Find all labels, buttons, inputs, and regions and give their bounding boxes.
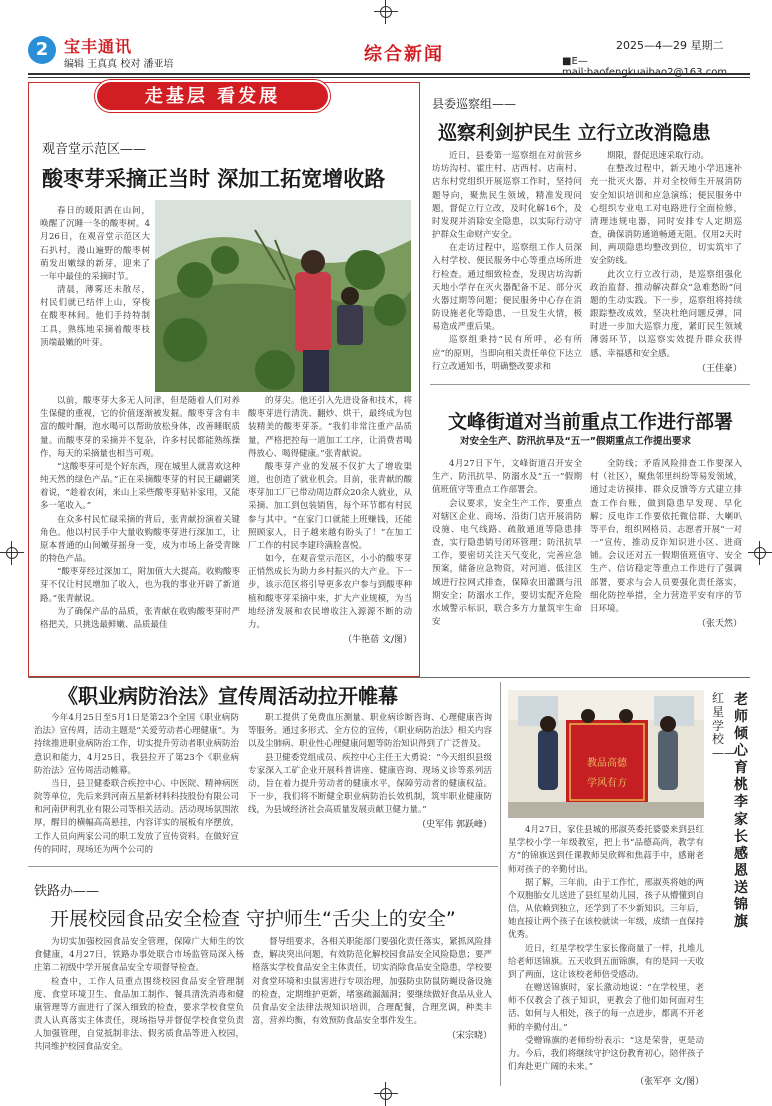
registration-mark-right bbox=[752, 545, 768, 561]
banner-presentation-illustration bbox=[508, 690, 704, 818]
article3-para: 4月27日下午，文峰街道召开安全生产、防汛抗旱、防溺水及“五一”假期值班值守等重点工作部署会。 bbox=[432, 459, 582, 496]
article2-para: 在整改过程中，新天地小学迅速补充一批灭火器，并对全校师生开展消防安全知识培训和应急演练；便民服务中心组织专业电工对电路进行全面检修，清理违规电器，同时安排专人定期巡查，确保消防通道畅通无阻。仅用2天时间，两项隐患均整改到位，切实筑牢了安全防线。 bbox=[590, 164, 742, 267]
article3-para: 会议要求，安全生产工作，要重点对辖区企业、商场、沿街门店开展消防设施、电气线路、疏散通道等隐患排查，实行隐患销号闭环管理；防汛抗旱工作，要密切关注天气变化，完善应急预案，储备应急物资，对河道、低洼区域进行拉网式排查，保障农田灌溉与汛期安全；防溺水工作，要切实配齐危险水域警示标识，联合多方力量筑牢生命安 bbox=[432, 498, 582, 628]
article6-headline: 老师倾心育桃李 家长感恩送锦旗 bbox=[734, 692, 748, 931]
article6-para: 受赠锦旗的老师纷纷表示：“这是荣誉，更是动力。今后，我们将继续守护这份教育初心，陪伴孩子们奔赴更广阔的未来。” bbox=[508, 1035, 704, 1073]
article1-para: 在众多村民忙碌采摘的背后，张青献扮演着关键角色。他以村民手中大量收购酸枣芽进行深加工，让原本普通的山间嫩芽摇身一变，成为市场上备受青睐的特色产品。 bbox=[40, 514, 240, 565]
article2-col1 bbox=[432, 150, 582, 372]
article6-para: 近日，红星学校学生家长像商量了一样，扎堆儿给老师送锦旗。五天收到五面锦旗，有的是同一天收到了两面，这让该校老师倍受感动。 bbox=[508, 943, 704, 980]
article1-para: 如今，在观音堂示范区，小小的酸枣芽正悄然成长为助力乡村振兴的大产业。下一步，该示范区将引导更多农户参与到酸枣种植和酸枣芽采摘中来，扩大产业规模，为当地经济发展和农民增收注入源源不断的动力。 bbox=[248, 554, 412, 630]
article6-kicker: 红星学校—— bbox=[712, 691, 736, 761]
article1-headline: 酸枣芽采摘正当时 深加工拓宽增收路 bbox=[42, 167, 386, 191]
contact-email: ■E— bbox=[562, 56, 588, 67]
article1-kicker: 观音堂示范区—— bbox=[42, 142, 147, 157]
section-name: 综合新闻 bbox=[364, 44, 444, 65]
article6-byline: （张军亭 文/图） bbox=[635, 1077, 704, 1088]
header-rule-thin bbox=[28, 77, 750, 78]
article3-para: 全防线；矛盾风险排查工作要深入村（社区），聚焦邻里纠纷等易发领域，通过走访摸排、群众反馈等方式建立排查工作台账，做到隐患早发现、早化解；反电诈工作要依托微信群、大喇叭等平台，组织网格员、志愿者开展“一对一”宣传，推动反诈知识进小区、进商铺。会议还对五一假期值班值守、安全生产、信访稳定等重点工作进行了强调部署，要求与会人员要强化责任落实，细化防控举措，全力营造平安有序的节日环境。 bbox=[590, 459, 742, 614]
article4-col2 bbox=[248, 712, 492, 862]
article5-kicker: 铁路办—— bbox=[34, 884, 100, 899]
page-header bbox=[28, 34, 750, 74]
article2-para: 此次立行立改行动，是巡察组强化政治监督、推动解决群众“急难愁盼”问题的生动实践。下一步，巡察组将持续跟踪整改成效，坚决杜绝问题反弹，同时进一步加大巡察力度，紧盯民生领域薄弱环节，以巡察实效提升群众获得感、幸福感和安全感。 bbox=[590, 269, 742, 359]
page-number: 2 bbox=[28, 36, 56, 64]
article1-para: 清晨，薄雾还未散尽，村民们就已结伴上山，穿梭在酸枣林间。他们手持特制工具，熟练地采摘着酸枣枝顶端最嫩的叶芽。 bbox=[40, 285, 150, 348]
article6-para: 据了解，三年前，由于工作忙，邢淑英将她的两个双胞胎女儿送进了县红星幼儿园，孩子从懵懂到自信，从依赖到独立，还学到了不少新知识。三年后，她直接让两个孩子在该校就读一年级，成绩一直保持优秀。 bbox=[508, 877, 704, 941]
article3-col1 bbox=[432, 458, 582, 658]
issue-date: 2025—4—29 星期二 bbox=[616, 39, 724, 52]
article2-byline: （王佳豪） bbox=[696, 363, 742, 374]
registration-mark-top bbox=[378, 4, 394, 20]
article1-para: 为了确保产品的品质，张青献在收购酸枣芽时严格把关，只挑选最鲜嫩、品质最佳 bbox=[40, 606, 240, 630]
article3-byline: （张天然） bbox=[696, 619, 742, 630]
article2-kicker: 县委巡察组—— bbox=[432, 97, 517, 111]
article2-para: 近日，县委第一巡察组在对前营乡坊坊沟村、霍庄村、店西村、店南村、店东村党组织开展巡察工作时，坚持问题导向，聚焦民生领域，精准发现问题，督促立行立改，及时化解16个，及时发现并消除安全隐患，以实际行动守护群众生命财产安全。 bbox=[432, 151, 582, 241]
article6-para: 4月27日，家住县城的邢淑英委托婆婆来到县红星学校小学一年级教室，把上书“品德高尚，教学有方”的锦旗送到任课教师吴欣辉和焦蒜手中，感谢老师对孩子的辛勤付出。 bbox=[508, 825, 704, 875]
article1-col2 bbox=[248, 395, 412, 673]
article1-para: 以前，酸枣芽大多无人问津，但是随着人们对养生保健的重视，它的价值逐渐被发掘。酸枣芽含有丰富的酸叶酮，泡水喝可以帮助放松身体，改善睡眠质量。而酸枣芽的采摘并不复杂，许多村民都能熟练操作，每天的采摘量也相当可观。 bbox=[40, 396, 240, 459]
article2-para: 期限，督促迅速采取行动。 bbox=[607, 151, 710, 161]
divider bbox=[500, 682, 501, 1086]
article4-col1 bbox=[34, 712, 239, 862]
article3-subhead: 对安全生产、防汛抗旱及“五一”假期重点工作提出要求 bbox=[460, 436, 691, 447]
article1-col1-top bbox=[40, 205, 150, 395]
banner-flag-text-right: 教品高德 bbox=[587, 758, 627, 769]
registration-mark-bottom bbox=[378, 1086, 394, 1102]
banner-flag-text-left: 学风有方 bbox=[587, 778, 627, 789]
article4-para: 当日，县卫健委联合疾控中心、中医院、精神病医院等单位，先后来到河南五星新材料科技股份有限公司和河南伊利乳业有限公司等相关活动。活动现场氛围浓厚，醒目的横幅高高悬挂，内容详实的展板有序摆放，工作人员向两家公司的职工发放了宣传资料。在做好宣传的同时，现场还为两个公司的 bbox=[34, 778, 239, 855]
article2-para: 巡察组秉持“民有所呼，必有所应”的原则，当即向相关责任单位下达立行立改通知书，明确整改要求和 bbox=[432, 335, 582, 372]
article5-para: 为切实加强校园食品安全管理，保障广大师生的饮食健康，4月27日，铁路办事处联合市场监管局深入杨庄第二初级中学开展食品安全专项督导检查。 bbox=[34, 937, 244, 974]
article1-photo bbox=[155, 200, 411, 392]
article1-byline: （牛艳蓓 文/图） bbox=[343, 635, 412, 646]
article2-para: 在走访过程中，巡察组工作人员深入村学校、便民服务中心等重点场所进行检查。通过细致检查，发现店坊沟新天地小学存在灭火器配备不足、部分灭火器过期等问题；便民服务中心存在消防设施老化等隐患，一旦发生火情，极易造成严重后果。 bbox=[432, 243, 582, 333]
article4-para: 职工提供了免费血压测量、职业病诊断咨询、心理健康咨询等服务。通过多形式、全方位的宣传，《职业病防治法》相关内容以及尘肺病、职业性心理健康问题等防治知识得到了广泛普及。 bbox=[248, 713, 492, 750]
article5-headline: 开展校园食品安全检查 守护师生“舌尖上的安全” bbox=[50, 908, 456, 930]
divider bbox=[430, 384, 750, 385]
article3-col2 bbox=[590, 458, 742, 673]
paper-name: 宝丰通讯 bbox=[64, 37, 133, 56]
article1-para: “这酸枣芽可是个好东西，现在城里人就喜欢这种纯天然的绿色产品。”正在采摘酸枣芽的村民王翩翩笑着说，“趁着农闲，来山上采些酸枣芽贴补家用，又能多一笔收入。” bbox=[40, 461, 240, 512]
registration-mark-left bbox=[4, 545, 20, 561]
article6-para: 在赠送锦旗时，家长激动地说：“在学校里，老师不仅教会了孩子知识，更教会了他们如何面对生活、如何与人相处，孩子的每一点进步，都离不开老师的辛勤付出。” bbox=[508, 983, 704, 1033]
article6-col1 bbox=[508, 824, 704, 1086]
article4-byline: （史军伟 郭跃峰） bbox=[417, 820, 492, 831]
divider bbox=[28, 866, 498, 867]
article5-col2 bbox=[252, 936, 492, 1086]
article1-col1 bbox=[40, 395, 240, 673]
article2-col2 bbox=[590, 150, 742, 382]
banner-ribbon bbox=[95, 80, 330, 112]
article2-headline: 巡察利剑护民生 立行立改消隐患 bbox=[438, 122, 711, 144]
article4-headline: 《职业病防治法》宣传周活动拉开帷幕 bbox=[58, 684, 398, 708]
header-rule bbox=[28, 73, 750, 75]
divider bbox=[28, 677, 750, 678]
banner-title: 走基层 看发展 bbox=[144, 86, 281, 107]
article5-para: 检查中，工作人员重点围绕校园食品安全管理制度、食堂环境卫生、食品加工制作、餐具清洗消毒和健康管理等方面进行了深入细致的检查，要求学校食堂负责人认真落实主体责任，现场指导并督促学校食堂负责人加强管理，自觉抵制非法、假劣质食品等进入校园，共同维护校园食品安全。 bbox=[34, 976, 244, 1053]
article5-para: 督导组要求，各相关职能部门要强化责任落实，紧抓风险排查，解决突出问题，有效防范化解校园食品安全风险隐患；要严格落实学校食品安全主体责任，切实消除食品安全隐患，学校要对食堂环境和虫鼠害进行专项治理，加强防虫防鼠防蝇设备设施的检查，定期维护更新，堵塞疏漏漏洞；要继续做好食品从业人员食品安全法律法规知识培训，合理配餐，合理烹调，种类丰富，营养均衡，有效预防食品安全事件发生。 bbox=[252, 937, 492, 1027]
article4-para: 今年4月25日至5月1日是第23个全国《职业病防治法》宣传周，活动主题是“关爱劳动者心理健康”。为持续推进职业病防治工作，切实提升劳动者职业病防治意识和能力，4月25日，我县拉开了第23个《职业病防治法》宣传周活动帷幕。 bbox=[34, 713, 239, 776]
article1-para: 酸枣芽产业的发展不仅扩大了增收渠道，也创造了就业机会。目前，张青献的酸枣芽加工厂已带动周边群众20余人就业，从采摘、加工到包装销售，每个环节都有村民参与其中。“在家门口就能上班赚钱，还能照顾家人，日子越来越有盼头了！”在加工厂工作的村民李建玲满脸喜悦。 bbox=[248, 461, 412, 551]
article1-para: 的芽尖。他还引入先进设备和技术，将酸枣芽进行清洗、翻炒、烘干，最终成为包装精美的酸枣芽茶。“我们非常注重产品质量，严格把控每一道加工工序，让消费者喝得放心、喝得健康。”张青献说。 bbox=[248, 396, 412, 459]
article6-photo bbox=[508, 690, 704, 818]
article4-para: 县卫健委党组成员、疾控中心主任王大勇说：“今天组织县级专家深入工矿企业开展科普讲座、健康咨询、现场义诊等系列活动，旨在着力提升劳动者的健康水平，保障劳动者的健康权益。下一步，我们将不断健全职业病防治长效机制，筑牢职业健康防线，为县域经济社会高质量发展贡献卫健力量。” bbox=[248, 752, 492, 816]
editors-line: 编辑 王真真 校对 潘亚培 bbox=[64, 59, 174, 70]
picking-sprouts-illustration bbox=[155, 200, 411, 392]
article3-headline: 文峰街道对当前重点工作进行部署 bbox=[448, 411, 734, 433]
article5-byline: （宋宗晓） bbox=[446, 1031, 492, 1042]
article1-para: “酸枣芽经过深加工，附加值大大提高。收购酸枣芽不仅让村民增加了收入，也为我的事业开辟了新道路。”张青献说。 bbox=[40, 567, 240, 604]
article1-para: 春日的暖阳洒在山间，唤醒了沉睡一冬的酸枣树。4月26日，在观音堂示范区大石扒村，漫山遍野的酸枣树萌发出嫩绿的新芽，迎来了一年中最佳的采摘时节。 bbox=[40, 206, 150, 282]
article5-col1 bbox=[34, 936, 244, 1086]
